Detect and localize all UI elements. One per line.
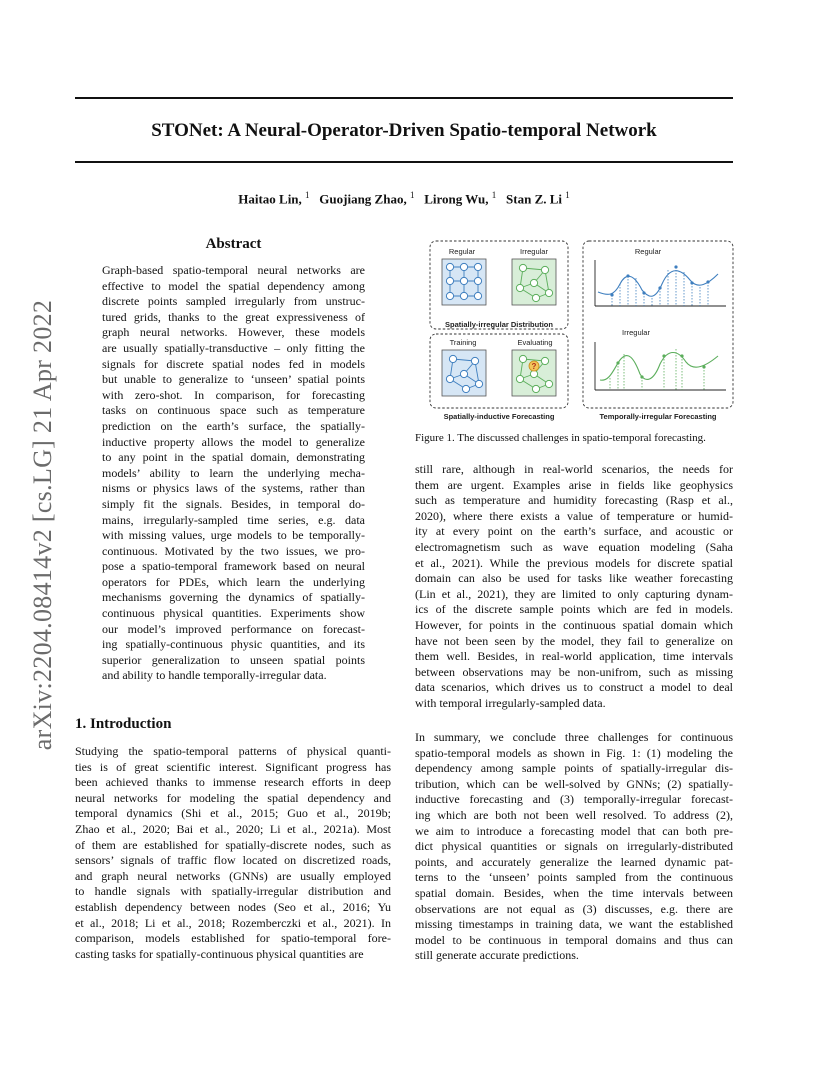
right-column-paragraph-1 — [415, 462, 733, 712]
text-line: Graph-based spatio-temporal neural networks are — [102, 263, 365, 277]
figure-1-diagram — [428, 238, 736, 424]
label-irregular: Irregular — [520, 247, 548, 256]
abstract-heading: Abstract — [205, 236, 262, 252]
top-rule — [75, 97, 733, 99]
author: Guojiang Zhao, — [319, 191, 407, 207]
text-line: been achieved thanks to immense research efforts in deep — [75, 775, 391, 790]
label-evaluating: Evaluating — [517, 338, 553, 347]
temporal-irregular-frame — [583, 241, 733, 408]
text-line: of them are established for spatially-discrete nodes, such as — [75, 837, 391, 852]
text-line: still generate accurate predictions. — [415, 948, 579, 963]
text-line: to any point in the spatial domain, demonstrating — [102, 450, 365, 465]
text-line: them are urgent. Examples arise in fields like geophysics — [415, 477, 733, 492]
label-spatially-inductive: Spatially-inductive Forecasting — [443, 412, 555, 421]
text-line: with temporal irregularly-sampled data. — [415, 695, 606, 710]
regular-grid-nodes — [446, 263, 481, 299]
text-line: to handle signals with spatially-irregular distribution and — [75, 884, 391, 899]
text-line: comparison, models established for spatio-temporal fore- — [75, 931, 391, 946]
text-line: domain can also be used for tasks like weather forecasting — [415, 571, 733, 586]
text-line: inductive property allows the model to generalize — [102, 434, 365, 449]
affiliation-mark: 1 — [305, 190, 310, 200]
text-line: discrete points sampled irregularly from unstruc- — [102, 294, 365, 309]
arxiv-stamp — [19, 290, 67, 760]
text-line: we aim to introduce a forecasting model that can both pre- — [415, 823, 733, 838]
text-line: Studying the spatio-temporal patterns of physical quanti- — [75, 744, 391, 758]
text-line: continuous. Motivated by the two issues, we pro- — [102, 543, 365, 558]
text-line: spatial domain. Besides, when the time intervals between — [415, 885, 733, 900]
text-line: et al., 2018; Li et al., 2018; Rozemberczki et al., 2021). In — [75, 915, 391, 930]
right-column-paragraph-2 — [415, 730, 733, 964]
text-line: ics of the discrete sample points which are fed in models. — [415, 602, 733, 617]
text-line: ing spatially-continuous physic quantities, and its — [102, 637, 365, 652]
affiliation-mark: 1 — [409, 190, 415, 200]
text-line: prediction on the earth’s surface, the spatially- — [102, 418, 365, 433]
figure-1-caption: Figure 1. The discussed challenges in spatio-temporal forecasting. — [415, 432, 706, 444]
text-line: them well. Besides, in real-world application, time intervals — [415, 649, 733, 664]
label-regular: Regular — [448, 247, 476, 256]
unseen-question-mark: ? — [531, 362, 537, 371]
text-line: dict physical quantities or signals on irregularly-distributed — [415, 839, 733, 854]
text-line: dependency among sample points of spatially-irregular dis- — [415, 761, 733, 776]
text-line: our model’s improved performance on forecast- — [102, 621, 365, 636]
label-spatially-irregular: Spatially-irregular Distribution — [445, 320, 553, 329]
text-line: missing timestamps in training data, we want the established — [415, 917, 733, 932]
text-line: with missing values, urge models to be temporally- — [102, 528, 365, 543]
label-right-regular: Regular — [634, 247, 662, 256]
author-list — [75, 190, 733, 207]
text-line: but unable to generalize to ‘unseen’ spatial points — [102, 372, 365, 387]
text-line: spatio-temporal models as shown in Fig. 1: (1) modeling the — [415, 745, 733, 760]
text-line: terns to the ‘unseen’ points sampled from the continuous — [415, 870, 733, 885]
text-line: observations are not equal as (3) discusses, e.g. there are — [415, 901, 733, 916]
text-line: However, for points in the continuous spatial domain which — [415, 617, 733, 632]
label-temporally-irregular: Temporally-irregular Forecasting — [599, 412, 717, 421]
text-line: ity at every point on the earth’s surface, and acoustic or — [415, 524, 733, 539]
section-heading-introduction: 1. Introduction — [75, 716, 172, 732]
text-line: nisms or physics laws of the systems, rather than — [102, 481, 365, 496]
text-line: superior generalization to unseen spatial points — [102, 652, 365, 667]
title-rule — [75, 161, 733, 163]
text-line: (Lin et al., 2021), they are limited to only capturing dynam- — [415, 586, 733, 601]
text-line: are usually spatially-transductive – only fitting the — [102, 340, 365, 355]
text-line: tasks on continuous space such as temperature — [102, 403, 365, 418]
text-line: graph neural networks. However, these models — [102, 325, 365, 340]
text-line: Zhao et al., 2020; Bai et al., 2020; Li et al., 2021a). Most — [75, 821, 391, 836]
text-line: ing which are both not been well resolved. To address (2), — [415, 807, 733, 822]
text-line: et al., 2021). While the previous models for discrete spatial — [415, 555, 733, 570]
arxiv-id: arXiv:2204.08414v2 [cs.LG] 21 Apr 2022 — [28, 299, 57, 751]
author: Haitao Lin, — [238, 191, 302, 207]
text-line: tribution, which can be well-solved by GNNs; (2) spatially- — [415, 776, 733, 791]
irregular-sample-lines — [610, 349, 704, 390]
text-line: temporal dynamics (Shi et al., 2015; Guo et al., 2019b; — [75, 806, 391, 821]
paper-title: STONet: A Neural-Operator-Driven Spatio-temporal Network — [151, 120, 657, 141]
affiliation-mark: 1 — [565, 190, 570, 200]
text-line: electromagnetism such as wave equation modeling (Saha — [415, 539, 733, 554]
text-line: mains, irregularly-sampled time series, e.g. data — [102, 512, 365, 527]
text-line: mechanisms governing the dynamics of spatially- — [102, 590, 365, 605]
text-line: still rare, although in real-world scenarios, the needs for — [415, 462, 733, 476]
affiliation-mark: 1 — [491, 190, 497, 200]
text-line: have not been seen by the model, they fail to generalize on — [415, 633, 733, 648]
text-line: and ability to handle temporally-irregular data. — [102, 668, 327, 683]
text-line: continuous physical quantities. Experiments show — [102, 606, 365, 621]
text-line: with zero-shot. In comparison, for forecasting — [102, 387, 365, 402]
label-right-irregular: Irregular — [622, 328, 650, 337]
text-line: tured grids, thanks to the great expressiveness of — [102, 309, 365, 324]
introduction-body — [75, 744, 391, 962]
text-line: simply fit the signals. Besides, in temporal do- — [102, 496, 365, 511]
text-line: 2020), where there exists a value of temperature or humid- — [415, 508, 733, 523]
text-line: inductive forecasting and (3) temporally-irregular forecast- — [415, 792, 733, 807]
text-line: sensors’ signals of traffic flow located on discretized roads, — [75, 853, 391, 868]
text-line: operators for PDEs, which learn the underlying — [102, 574, 365, 589]
text-line: In summary, we conclude three challenges for continuous — [415, 730, 733, 744]
text-line: and graph neural networks (GNNs) are usually employed — [75, 868, 391, 883]
text-line: models’ ability to learn the underlying mecha- — [102, 465, 365, 480]
text-line: data scenarios, which drives us to construct a model to deal — [415, 680, 733, 695]
text-line: such as temperature and humidity forecasting (Rasp et al., — [415, 493, 733, 508]
figure-1 — [428, 238, 736, 424]
text-line: points, and accurately generalize the learned dynamic pat- — [415, 854, 733, 869]
text-line: neural networks for modeling the spatial dependency and — [75, 790, 391, 805]
regular-series-curve — [598, 271, 718, 297]
text-line: effective to model the spatial dependency among — [102, 278, 365, 293]
text-line: establish dependency between nodes (Seo et al., 2016; Yu — [75, 899, 391, 914]
text-line: between observations may be non-unifrom, such as missing — [415, 664, 733, 679]
author: Lirong Wu, — [424, 191, 489, 207]
author: Stan Z. Li — [506, 191, 563, 207]
label-training: Training — [449, 338, 477, 347]
text-line: signals for discrete spatial nodes fed in models — [102, 356, 365, 371]
text-line: model to be continuous in temporal domains and thus can — [415, 932, 733, 947]
text-line: ties is of great scientific interest. Significant progress has — [75, 759, 391, 774]
text-line: casting tasks for spatially-continuous physical quantities are — [75, 946, 364, 961]
text-line: pose a spatio-temporal framework based on neural — [102, 559, 365, 574]
abstract-body — [102, 263, 365, 684]
